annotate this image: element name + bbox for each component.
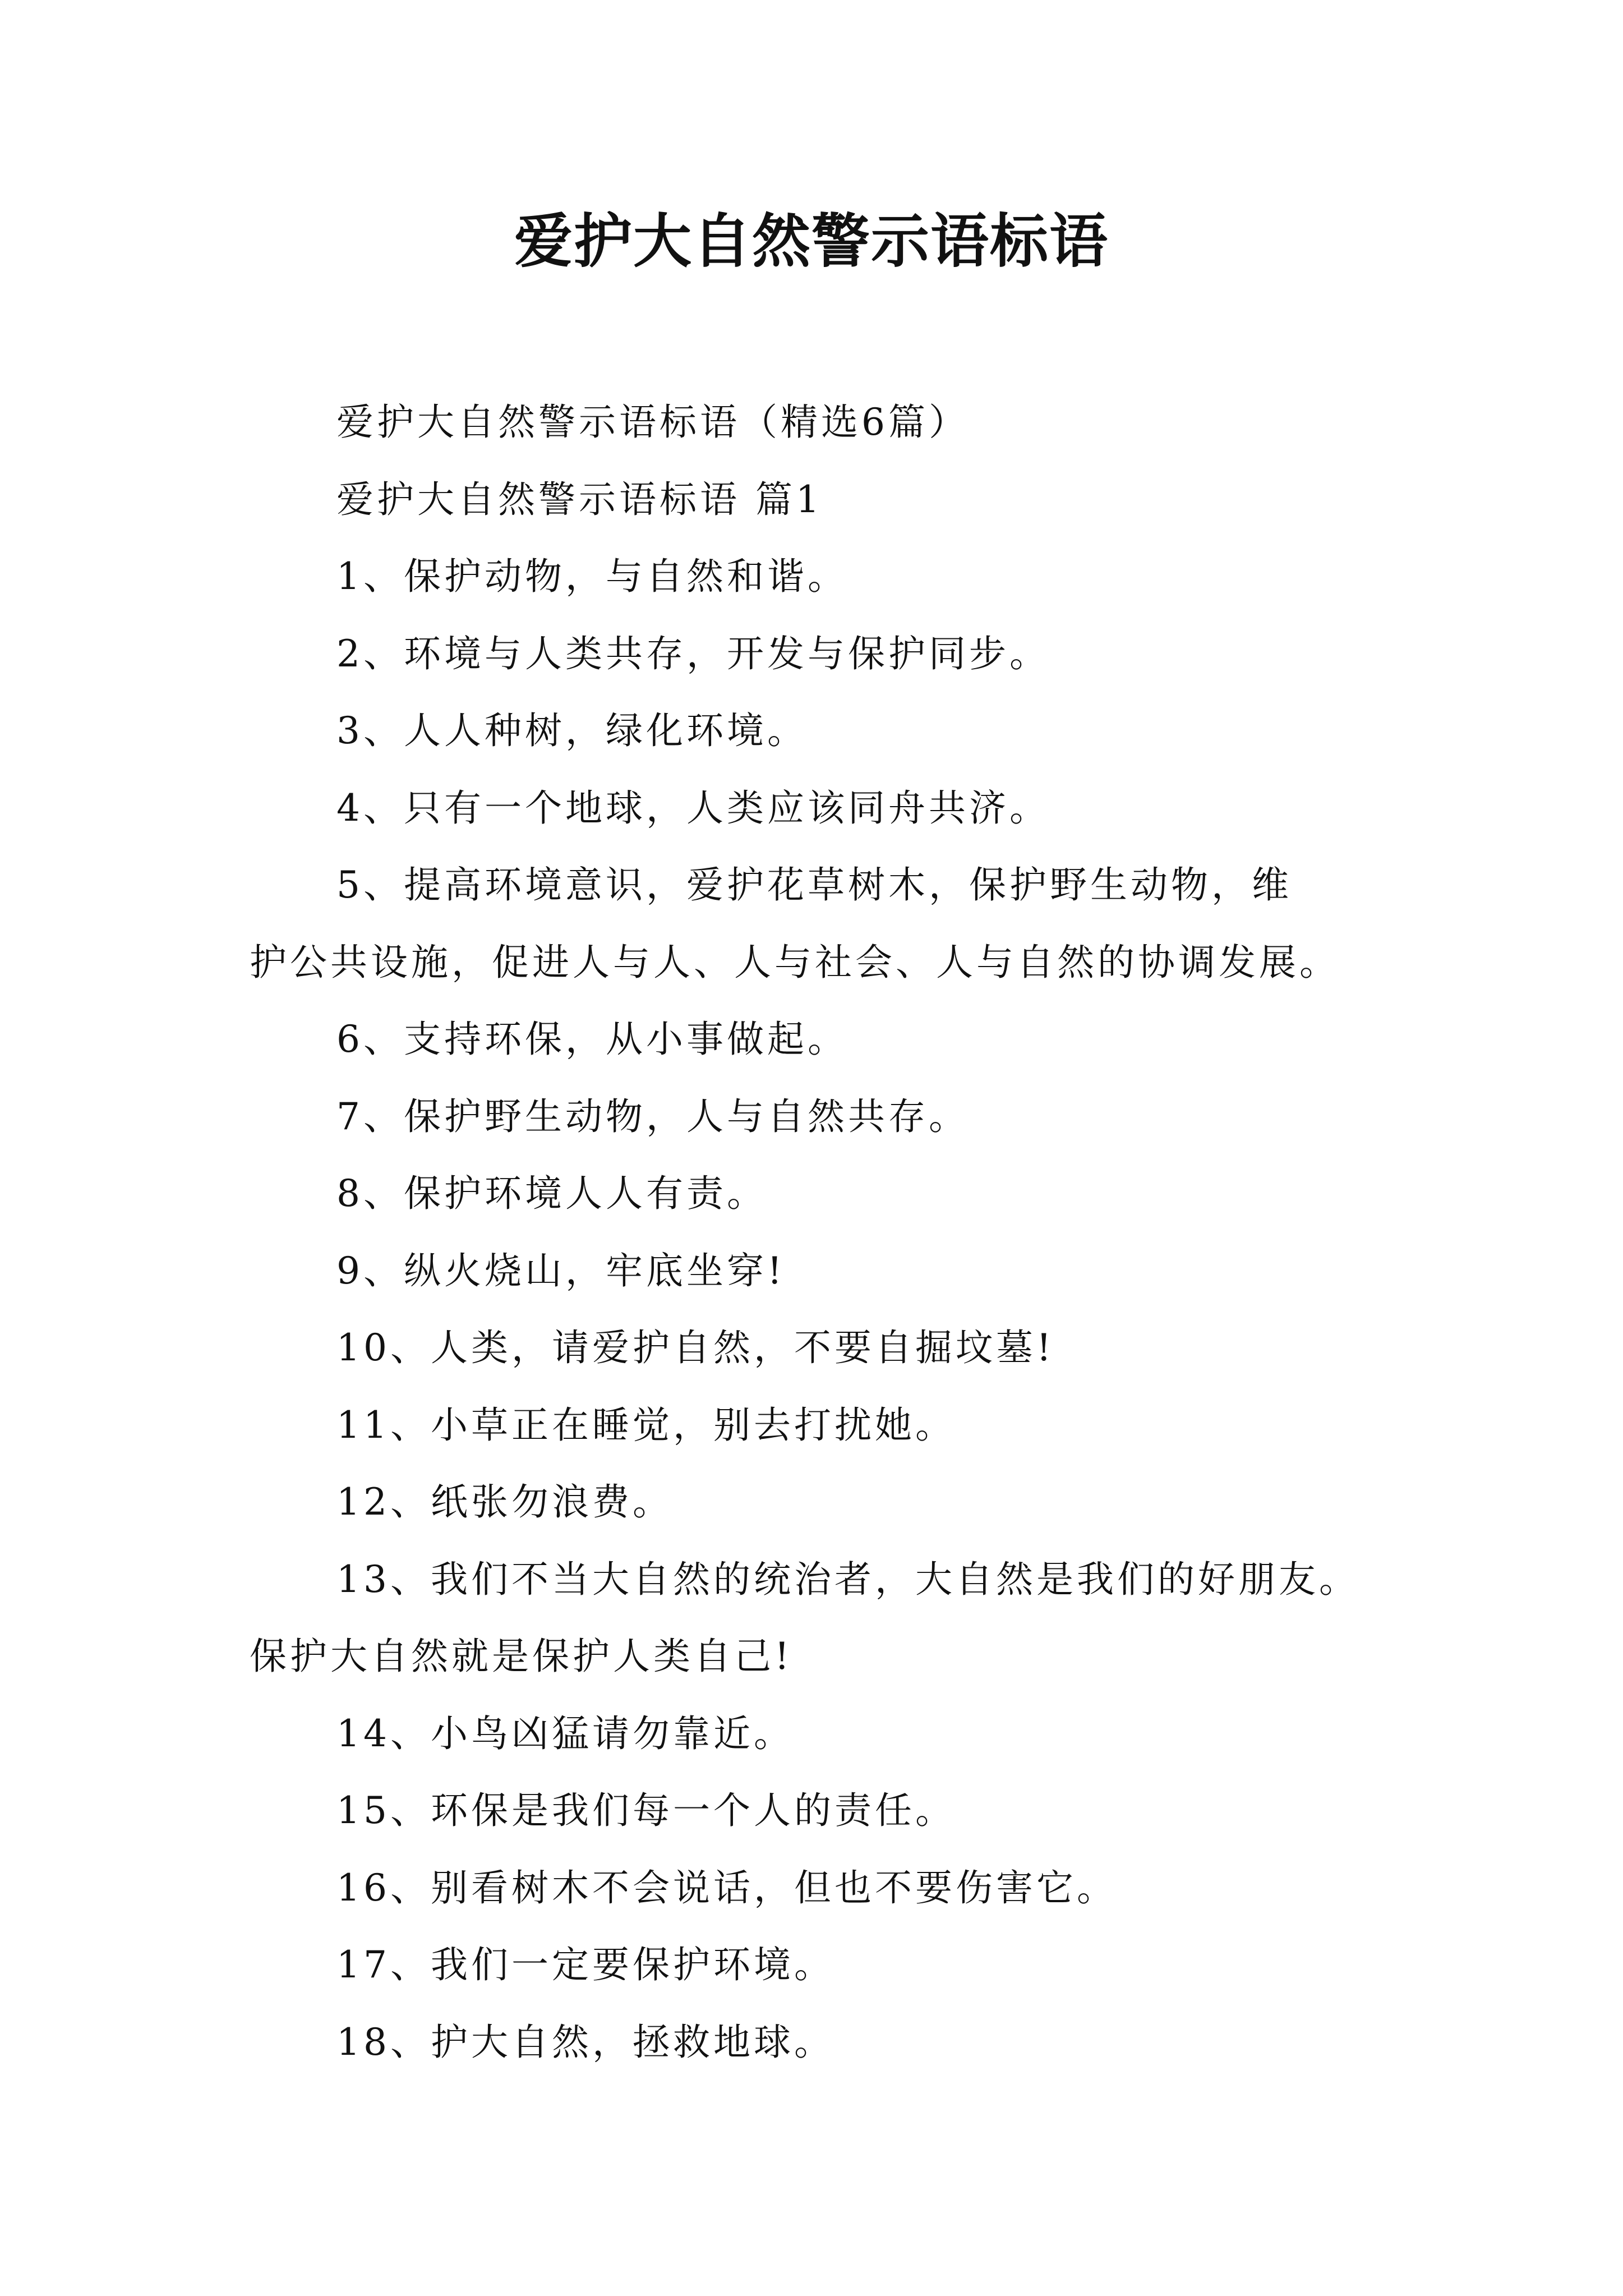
list-item: 1、保护动物，与自然和谐。: [336, 555, 848, 598]
intro-line: 爱护大自然警示语标语（精选6篇）: [336, 401, 969, 444]
list-item: 18、护大自然，拯救地球。: [336, 2020, 834, 2064]
list-item: 12、纸张勿浪费。: [336, 1480, 673, 1524]
list-item: 11、小草正在睡觉，别去打扰她。: [336, 1403, 956, 1447]
list-item: 7、保护野生动物，人与自然共存。: [336, 1094, 969, 1138]
list-item: 13、我们不当大自然的统治者，大自然是我们的好朋友。: [336, 1557, 1359, 1601]
list-item: 8、保护环境人人有责。: [336, 1172, 767, 1215]
list-item: 16、别看树木不会说话，但也不要伤害它。: [336, 1866, 1117, 1910]
list-item: 9、纵火烧山，牢底坐穿!: [336, 1249, 786, 1292]
list-item: 2、环境与人类共存，开发与保护同步。: [336, 632, 1050, 675]
list-item-continuation: 保护大自然就是保护人类自己!: [250, 1635, 793, 1678]
list-item-continuation: 护公共设施，促进人与人、人与社会、人与自然的协调发展。: [250, 940, 1340, 984]
list-item: 5、提高环境意识，爱护花草树木，保护野生动物，维: [336, 863, 1292, 907]
list-item: 14、小鸟凶猛请勿靠近。: [336, 1711, 794, 1755]
list-item: 17、我们一定要保护环境。: [336, 1943, 834, 1986]
list-item: 6、支持环保，从小事做起。: [336, 1018, 848, 1061]
list-item: 3、人人种树，绿化环境。: [336, 709, 808, 752]
list-item: 4、只有一个地球，人类应该同舟共济。: [336, 786, 1050, 830]
document-title: 爱护大自然警示语标语: [514, 207, 1109, 275]
section-heading: 爱护大自然警示语标语 篇1: [336, 477, 823, 521]
list-item: 15、环保是我们每一个人的责任。: [336, 1789, 956, 1832]
list-item: 10、人类，请爱护自然，不要自掘坟墓!: [336, 1326, 1055, 1369]
document-body: [250, 384, 1394, 2081]
